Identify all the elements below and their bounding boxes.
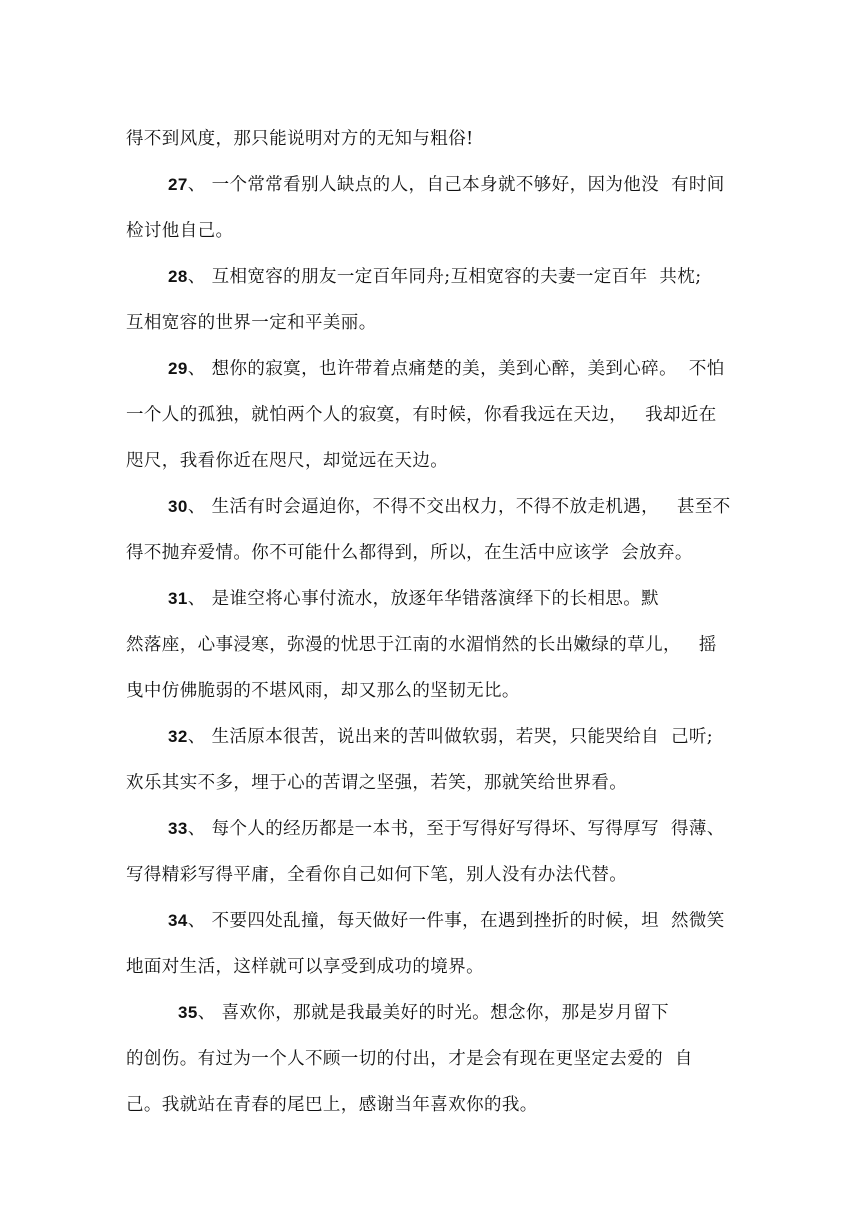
- item-number: 31: [168, 589, 188, 608]
- text-line: 28、 互相宽容的朋友一定百年同舟;互相宽容的夫妻一定百年 共枕;: [168, 267, 702, 287]
- item-number: 35: [178, 1003, 198, 1022]
- text-line: 得不抛弃爱情。你不可能什么都得到，所以，在生活中应该学 会放弃。: [126, 543, 693, 563]
- text-line: 32、 生活原本很苦，说出来的苦叫做软弱，若哭，只能哭给自 己听;: [168, 727, 714, 747]
- text-line: 31、 是谁空将心事付流水，放逐年华错落演绎下的长相思。默: [168, 589, 660, 609]
- text-line: 己。我就站在青春的尾巴上，感谢当年喜欢你的我。: [126, 1095, 538, 1115]
- text-line: 然落座，心事浸寒，弥漫的忧思于江南的水湄悄然的长出嫩绿的草儿， 摇: [126, 635, 717, 655]
- text-line: 检讨他自己。: [126, 221, 234, 241]
- text-line: 写得精彩写得平庸，全看你自己如何下笔，别人没有办法代替。: [126, 865, 628, 885]
- text-line: 的创伤。有过为一个人不顾一切的付出，才是会有现在更坚定去爱的 自: [126, 1049, 693, 1069]
- item-number: 29: [168, 359, 188, 378]
- text-line: 35、 喜欢你，那就是我最美好的时光。想念你，那是岁月留下: [178, 1003, 670, 1023]
- item-number: 33: [168, 819, 188, 838]
- text-line: 33、 每个人的经历都是一本书，至于写得好写得坏、写得厚写 得薄、: [168, 819, 725, 839]
- text-line: 34、 不要四处乱撞，每天做好一件事，在遇到挫折的时候，坦 然微笑: [168, 911, 725, 931]
- text-line: 29、 想你的寂寞，也许带着点痛楚的美，美到心醉，美到心碎。 不怕: [168, 359, 725, 379]
- text-line: 咫尺，我看你近在咫尺，却觉远在天边。: [126, 451, 449, 471]
- text-line: 曳中仿佛脆弱的不堪风雨，却又那么的坚韧无比。: [126, 681, 520, 701]
- text-line: 27、 一个常常看别人缺点的人，自己本身就不够好，因为他没 有时间: [168, 175, 725, 195]
- text-line: 互相宽容的世界一定和平美丽。: [126, 313, 377, 333]
- item-number: 34: [168, 911, 188, 930]
- text-line: 地面对生活，这样就可以享受到成功的境界。: [126, 957, 484, 977]
- item-number: 30: [168, 497, 188, 516]
- text-line: 一个人的孤独，就怕两个人的寂寞，有时候，你看我远在天边， 我却近在: [126, 405, 717, 425]
- item-number: 27: [168, 175, 188, 194]
- text-line: 得不到风度，那只能说明对方的无知与粗俗!: [126, 129, 474, 149]
- item-number: 32: [168, 727, 188, 746]
- text-line: 30、 生活有时会逼迫你，不得不交出权力，不得不放走机遇， 甚至不: [168, 497, 731, 517]
- text-line: 欢乐其实不多，埋于心的苦谓之坚强，若笑，那就笑给世界看。: [126, 773, 628, 793]
- item-number: 28: [168, 267, 188, 286]
